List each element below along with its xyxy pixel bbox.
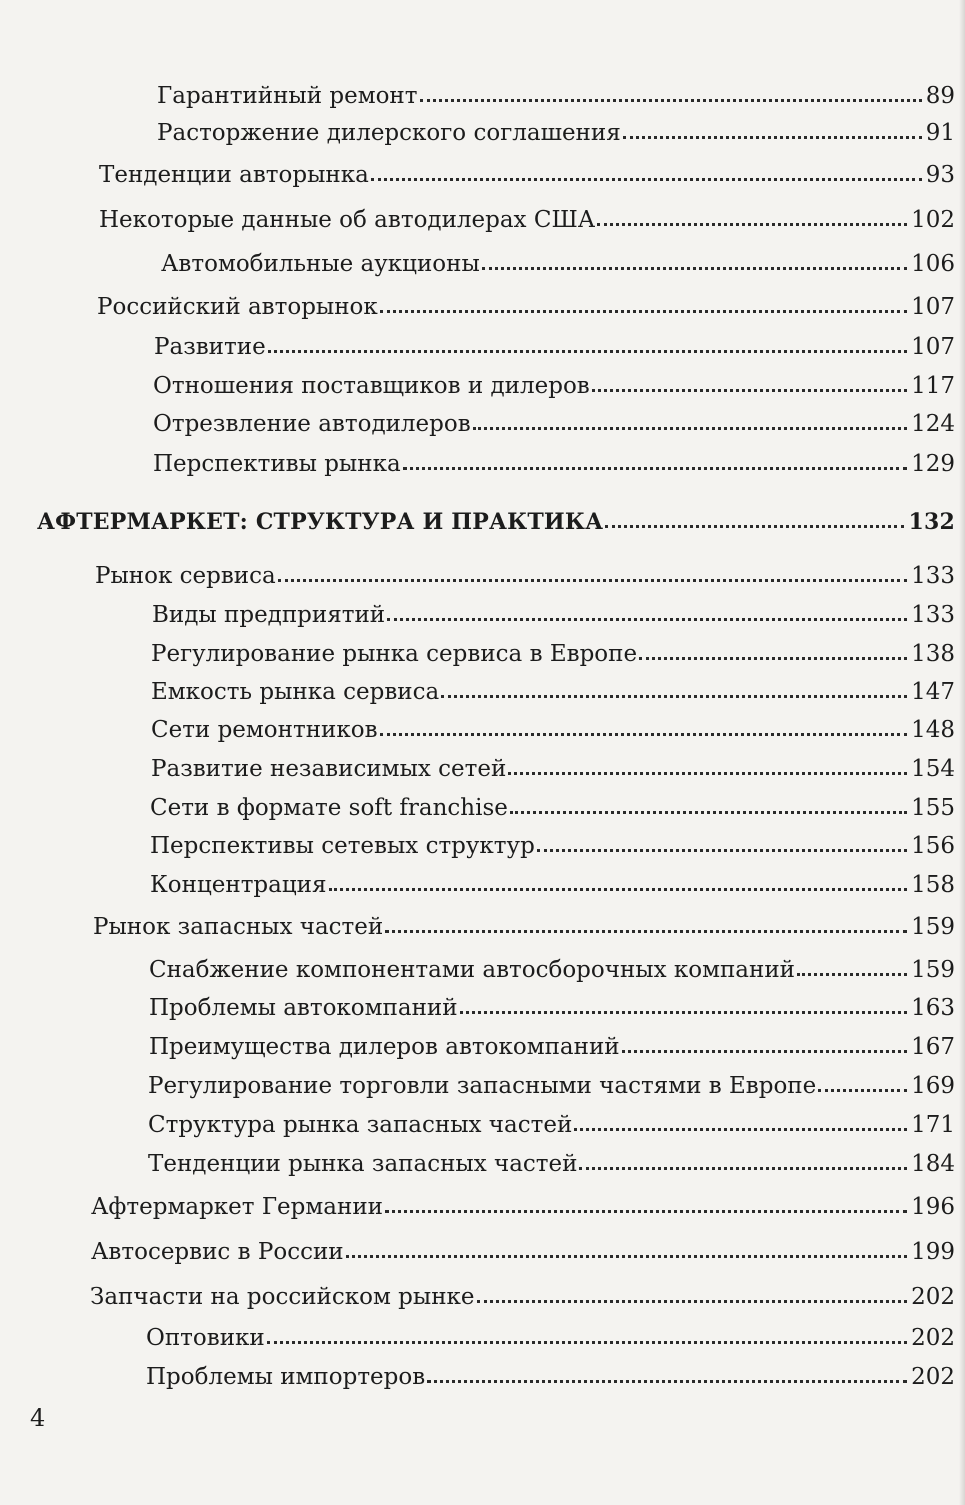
dot-leader	[797, 957, 907, 977]
dot-leader	[537, 833, 907, 853]
toc-entry	[157, 119, 955, 147]
toc-entry	[149, 956, 955, 984]
toc-entry-title: Структура рынка запасных частей	[148, 1112, 573, 1138]
dot-leader	[579, 1151, 907, 1171]
toc-entry-page: 184	[911, 1151, 955, 1177]
dot-leader	[267, 1325, 907, 1345]
toc-entry	[151, 678, 955, 706]
toc-entry-page: 158	[911, 872, 955, 898]
dot-leader	[477, 1284, 908, 1304]
toc-entry-title: Концентрация	[150, 872, 327, 898]
toc-entry-page: 89	[925, 83, 955, 109]
toc-entry	[91, 1238, 955, 1266]
dot-leader	[278, 563, 907, 583]
toc-entry	[148, 1150, 955, 1178]
toc-entry-title: Тенденции авторынка	[99, 162, 369, 188]
toc-entry-page: 196	[911, 1194, 955, 1220]
dot-leader	[371, 162, 922, 182]
toc-section-title: АФТЕРМАРКЕТ: СТРУКТУРА И ПРАКТИКА	[37, 509, 604, 535]
toc-entry-title: Регулирование торговли запасными частями в Европе	[148, 1073, 817, 1099]
dot-leader	[818, 1073, 907, 1093]
toc-entry-title: Развитие независимых сетей	[151, 756, 507, 782]
dot-leader	[346, 1239, 907, 1259]
toc-entry-title: Отношения поставщиков и дилеров	[153, 373, 590, 399]
toc-entry-title: Расторжение дилерского соглашения	[157, 120, 621, 146]
toc-entry	[90, 1283, 955, 1311]
toc-entry-title: Виды предприятий	[152, 602, 386, 628]
toc-entry	[151, 755, 955, 783]
dot-leader	[460, 995, 908, 1015]
toc-entry-title: Запчасти на российском рынке	[90, 1284, 475, 1310]
toc-entry-page: 107	[911, 334, 955, 360]
toc-entry-page: 163	[911, 995, 955, 1021]
toc-entry-title: Автосервис в России	[91, 1239, 344, 1265]
toc-entry	[150, 832, 955, 860]
toc-entry-title: Регулирование рынка сервиса в Европе	[151, 641, 638, 667]
toc-entry	[151, 640, 955, 668]
toc-entry-title: Преимущества дилеров автокомпаний	[149, 1034, 620, 1060]
dot-leader	[597, 207, 907, 227]
dot-leader	[329, 872, 908, 892]
toc-entry-page: 133	[911, 602, 955, 628]
dot-leader	[510, 795, 907, 815]
toc-entry-page: 156	[911, 833, 955, 859]
toc-entry-page: 133	[911, 563, 955, 589]
dot-leader	[385, 914, 907, 934]
toc-entry-title: Оптовики	[146, 1325, 265, 1351]
dot-leader	[427, 1364, 907, 1384]
toc-entry-page: 132	[908, 509, 955, 535]
toc-entry	[93, 913, 955, 941]
toc-entry-title: Снабжение компонентами автосборочных компаний	[149, 957, 796, 983]
toc-entry-title: Емкость рынка сервиса	[151, 679, 440, 705]
toc-entry-page: 138	[911, 641, 955, 667]
dot-leader	[574, 1112, 907, 1132]
toc-entry-title: Российский авторынок	[97, 294, 378, 320]
toc-entry	[99, 161, 955, 189]
dot-leader	[441, 679, 907, 699]
toc-entry-page: 117	[911, 373, 955, 399]
toc-entry-page: 169	[911, 1073, 955, 1099]
toc-entry-page: 199	[911, 1239, 955, 1265]
dot-leader	[639, 641, 907, 661]
dot-leader	[380, 294, 907, 314]
toc-entry	[148, 1072, 955, 1100]
toc-entry-title: Сети в формате soft franchise	[150, 795, 508, 821]
toc-entry	[153, 450, 955, 478]
toc-entry-title: Сети ремонтников	[151, 717, 378, 743]
toc-entry	[154, 333, 955, 361]
dot-leader	[420, 83, 922, 103]
toc-entry-page: 202	[911, 1364, 955, 1390]
toc-section	[37, 508, 955, 536]
toc-entry-page: 102	[911, 207, 955, 233]
toc-entry	[146, 1324, 955, 1352]
dot-leader	[508, 756, 907, 776]
dot-leader	[623, 120, 922, 140]
toc-entry	[151, 716, 955, 744]
dot-leader	[473, 411, 907, 431]
toc-entry	[161, 250, 955, 278]
toc-entry	[149, 994, 955, 1022]
toc-entry-page: 202	[911, 1284, 955, 1310]
toc-entry-page: 202	[911, 1325, 955, 1351]
toc-entry-title: Автомобильные аукционы	[161, 251, 480, 277]
toc-entry-title: Перспективы рынка	[153, 451, 401, 477]
toc-entry-page: 159	[911, 914, 955, 940]
toc-entry-title: Гарантийный ремонт	[157, 83, 418, 109]
toc-entry	[97, 293, 955, 321]
toc-entry-page: 155	[911, 795, 955, 821]
toc-entry-page: 91	[925, 120, 955, 146]
dot-leader	[605, 509, 904, 529]
toc-entry-title: Отрезвление автодилеров	[153, 411, 471, 437]
dot-leader	[592, 373, 907, 393]
toc-entry-page: 148	[911, 717, 955, 743]
toc-entry-page: 159	[911, 957, 955, 983]
toc-entry-title: Афтермаркет Германии	[91, 1194, 383, 1220]
toc-entry	[150, 794, 955, 822]
dot-leader	[268, 334, 907, 354]
toc-entry-title: Рынок запасных частей	[93, 914, 384, 940]
toc-entry	[157, 82, 955, 110]
toc-entry-title: Некоторые данные об автодилерах США	[99, 207, 596, 233]
toc-entry	[95, 562, 955, 590]
toc-entry	[149, 1033, 955, 1061]
toc-entry	[91, 1193, 955, 1221]
dot-leader	[622, 1034, 907, 1054]
toc-entry-title: Проблемы импортеров	[146, 1364, 426, 1390]
toc-entry-title: Проблемы автокомпаний	[149, 995, 458, 1021]
toc-entry-page: 171	[911, 1112, 955, 1138]
toc-entry	[148, 1111, 955, 1139]
dot-leader	[385, 1194, 907, 1214]
page-number: 4	[30, 1404, 46, 1432]
toc-entry-title: Тенденции рынка запасных частей	[148, 1151, 578, 1177]
dot-leader	[403, 451, 907, 471]
page-edge-shadow	[959, 0, 965, 1505]
toc-entry-title: Развитие	[154, 334, 266, 360]
toc-entry-page: 167	[911, 1034, 955, 1060]
toc-entry-page: 129	[911, 451, 955, 477]
toc-entry	[150, 871, 955, 899]
toc-entry-title: Рынок сервиса	[95, 563, 276, 589]
toc-entry	[99, 206, 955, 234]
dot-leader	[387, 602, 907, 622]
dot-leader	[482, 251, 907, 271]
toc-entry	[146, 1363, 955, 1391]
toc-entry-page: 107	[911, 294, 955, 320]
toc-entry	[153, 372, 955, 400]
toc-entry-page: 154	[911, 756, 955, 782]
toc-entry	[152, 601, 955, 629]
toc-entry-title: Перспективы сетевых структур	[150, 833, 535, 859]
toc-entry	[153, 410, 955, 438]
toc-entry-page: 124	[911, 411, 955, 437]
toc-entry-page: 106	[911, 251, 955, 277]
dot-leader	[380, 717, 908, 737]
toc-entry-page: 93	[925, 162, 955, 188]
toc-entry-page: 147	[911, 679, 955, 705]
